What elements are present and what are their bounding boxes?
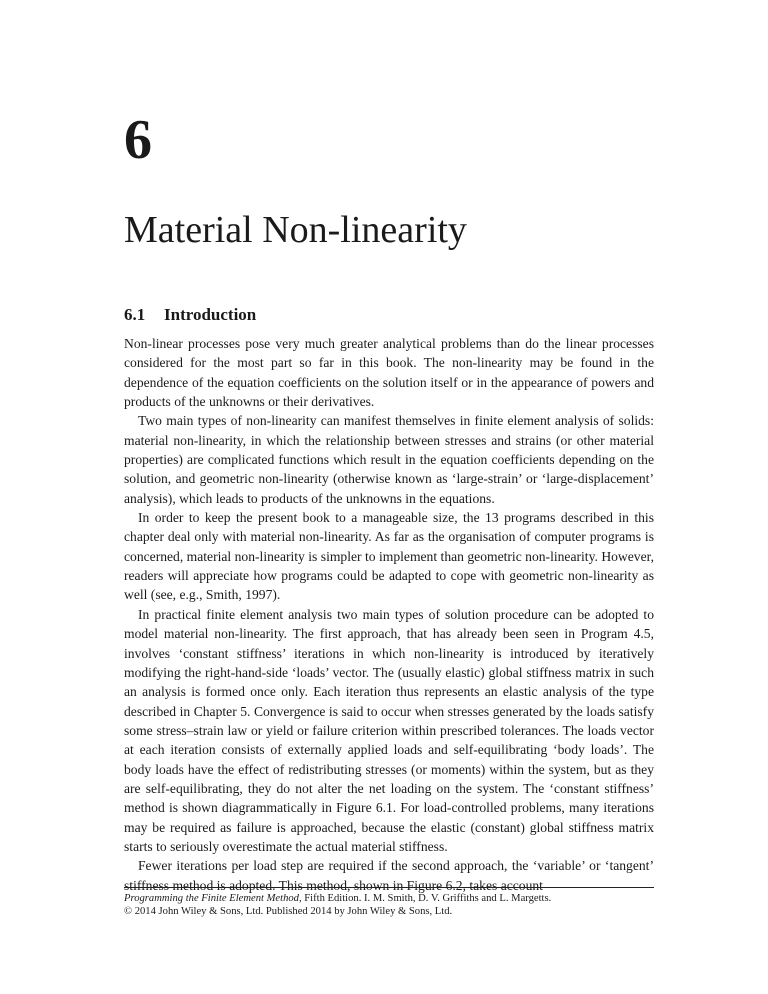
paragraph: Non-linear processes pose very much greater analytical problems than do the linear processes considered for the most part so far in this book. The non-linearity may be found in the dependence of the equation coefficients on the solution itself or in the appearance of powers and products of the unknowns or their derivatives. — [124, 336, 654, 410]
paragraph: Fewer iterations per load step are required if the second approach, the ‘variable’ or ‘tangent’ stiffness method is adopted. This method, shown in Figure 6.2, takes account — [124, 858, 654, 893]
footer-copyright: © 2014 John Wiley & Sons, Ltd. Published 2014 by John Wiley & Sons, Ltd. — [124, 906, 453, 917]
section-number: 6.1 — [124, 305, 146, 324]
footer-citation-rest: , Fifth Edition. I. M. Smith, D. V. Griffiths and L. Margetts. — [298, 893, 552, 904]
section-title: Introduction — [164, 305, 257, 324]
section-heading — [124, 305, 256, 325]
chapter-number: 6 — [124, 109, 152, 171]
footer-book-title: Programming the Finite Element Method — [124, 893, 299, 904]
footer — [124, 892, 664, 918]
footer-citation — [124, 892, 664, 905]
paragraph: Two main types of non-linearity can manifest themselves in finite element analysis of solids: material non-linearity, in which the relationship between stresses and strains (or other material properties) are complicated functions which result in the equation coefficients depending on the solution, and geometric non-linearity (otherwise known as ‘large-strain’ or ‘large-displacement’ analysis), which leads to products of the unknowns in the equations. — [124, 413, 654, 506]
footer-divider — [124, 887, 654, 888]
paragraph: In practical finite element analysis two main types of solution procedure can be adopted to model material non-linearity. The first approach, that has already been seen in Program 4.5, involves ‘constant stiffness’ iterations in which non-linearity is introduced by iteratively modifying the right-hand-side ‘loads’ vector. The (usually elastic) global stiffness matrix in such an analysis is formed once only. Each iteration thus represents an elastic analysis of the type described in Chapter 5. Convergence is said to occur when stresses generated by the loads satisfy some stress–strain law or yield or failure criterion within prescribed tolerances. The loads vector at each iteration consists of externally applied loads and self-equilibrating ‘body loads’. The body loads have the effect of redistributing stresses (or moments) within the system, but as they are self-equilibrating, they do not alter the net loading on the system. The ‘constant stiffness’ method is shown diagrammatically in Figure 6.1. For load-controlled problems, many iterations may be required as failure is approached, because the elastic (constant) global stiffness matrix starts to seriously overestimate the actual material stiffness. — [124, 606, 654, 854]
paragraph: In order to keep the present book to a manageable size, the 13 programs described in this chapter deal only with material non-linearity. As far as the organisation of computer programs is concerned, material non-linearity is simpler to implement than geometric non-linearity. However, readers will appreciate how programs could be adapted to cope with geometric non-linearity as well (see, e.g., Smith, 1997). — [124, 510, 654, 603]
chapter-title: Material Non-linearity — [124, 209, 467, 251]
body-text — [124, 334, 654, 895]
